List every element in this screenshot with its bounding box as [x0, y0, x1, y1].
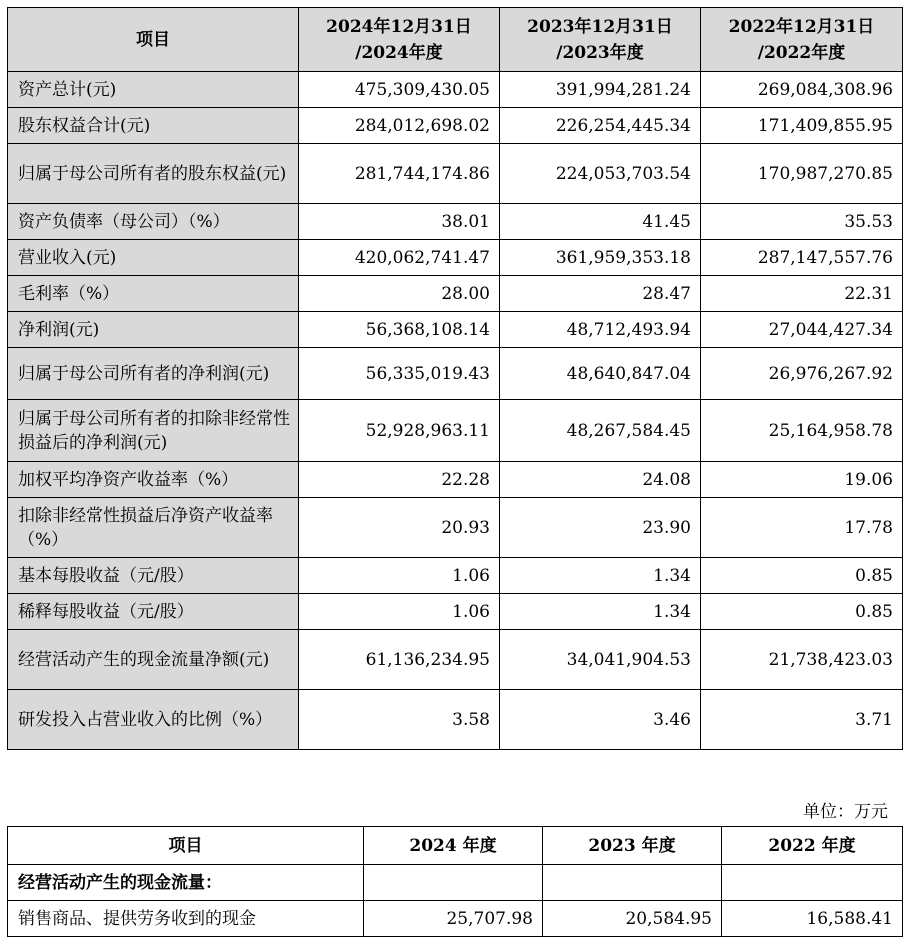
- value-2022: 27,044,427.34: [701, 312, 903, 348]
- value-2023: 23.90: [500, 498, 701, 558]
- row-label: 资产负债率（母公司）（%）: [8, 204, 299, 240]
- unit-label: 单位：万元: [803, 802, 888, 822]
- value-2022: 22.31: [701, 276, 903, 312]
- table-row: [8, 204, 903, 240]
- header-item: 项目: [8, 827, 364, 865]
- table-row: [8, 276, 903, 312]
- value-2024: 56,368,108.14: [299, 312, 500, 348]
- row-label: 基本每股收益（元/股）: [8, 558, 299, 594]
- value-2023: 1.34: [500, 594, 701, 630]
- table-row: [8, 144, 903, 204]
- row-label: 销售商品、提供劳务收到的现金: [8, 901, 364, 937]
- value-2022: 25,164,958.78: [701, 400, 903, 462]
- value-2023: 226,254,445.34: [500, 108, 701, 144]
- cash-flow-table: [7, 826, 903, 937]
- section-row: [8, 865, 903, 901]
- value-2024: 61,136,234.95: [299, 630, 500, 690]
- value-2023: 48,712,493.94: [500, 312, 701, 348]
- row-label: 经营活动产生的现金流量净额(元): [8, 630, 299, 690]
- value-2022: 16,588.41: [722, 901, 903, 937]
- value-2022: 35.53: [701, 204, 903, 240]
- value-2024: 25,707.98: [364, 901, 543, 937]
- row-label: 扣除非经常性损益后净资产收益率（%）: [8, 498, 299, 558]
- value-2022: 19.06: [701, 462, 903, 498]
- header-2022: 2022年12月31日 /2022年度: [701, 8, 903, 72]
- value-2022: 287,147,557.76: [701, 240, 903, 276]
- value-2022: 269,084,308.96: [701, 72, 903, 108]
- row-label: 研发投入占营业收入的比例（%）: [8, 690, 299, 750]
- row-label: 稀释每股收益（元/股）: [8, 594, 299, 630]
- value-2024: 420,062,741.47: [299, 240, 500, 276]
- header-2024: 2024 年度: [364, 827, 543, 865]
- table-row: [8, 690, 903, 750]
- value-2024: 1.06: [299, 558, 500, 594]
- value-2024: 22.28: [299, 462, 500, 498]
- row-label: 加权平均净资产收益率（%）: [8, 462, 299, 498]
- value-2023: 224,053,703.54: [500, 144, 701, 204]
- header-2023: 2023年12月31日 /2023年度: [500, 8, 701, 72]
- table-row: [8, 901, 903, 937]
- value-2024: 281,744,174.86: [299, 144, 500, 204]
- value-2023: 34,041,904.53: [500, 630, 701, 690]
- table-row: [8, 108, 903, 144]
- value-2023: 41.45: [500, 204, 701, 240]
- row-label: 毛利率（%）: [8, 276, 299, 312]
- financial-indicators-table: [7, 7, 903, 750]
- row-label: 归属于母公司所有者的股东权益(元): [8, 144, 299, 204]
- table-row: [8, 72, 903, 108]
- value-2024: 56,335,019.43: [299, 348, 500, 400]
- table-row: [8, 630, 903, 690]
- value-2022: 0.85: [701, 594, 903, 630]
- value-2023: 3.46: [500, 690, 701, 750]
- table-header-row: [8, 827, 903, 865]
- value-2023: 48,640,847.04: [500, 348, 701, 400]
- value-2024: 3.58: [299, 690, 500, 750]
- table-row: [8, 498, 903, 558]
- value-2022: 0.85: [701, 558, 903, 594]
- value-2024: 52,928,963.11: [299, 400, 500, 462]
- table-row: [8, 312, 903, 348]
- value-2024: 38.01: [299, 204, 500, 240]
- header-2023: 2023 年度: [543, 827, 722, 865]
- section-label: 经营活动产生的现金流量：: [8, 865, 364, 901]
- value-2023: 391,994,281.24: [500, 72, 701, 108]
- row-label: 归属于母公司所有者的净利润(元): [8, 348, 299, 400]
- header-2024: 2024年12月31日 /2024年度: [299, 8, 500, 72]
- table-header-row: [8, 8, 903, 72]
- value-2022: 170,987,270.85: [701, 144, 903, 204]
- value-2023: 28.47: [500, 276, 701, 312]
- table-row: [8, 240, 903, 276]
- row-label: 营业收入(元): [8, 240, 299, 276]
- row-label: 净利润(元): [8, 312, 299, 348]
- value-2023: 48,267,584.45: [500, 400, 701, 462]
- table-row: [8, 558, 903, 594]
- value-2022: 17.78: [701, 498, 903, 558]
- value-2024: 1.06: [299, 594, 500, 630]
- value-2024: 28.00: [299, 276, 500, 312]
- header-item: 项目: [8, 8, 299, 72]
- value-2024: 20.93: [299, 498, 500, 558]
- value-2022: 26,976,267.92: [701, 348, 903, 400]
- table-row: [8, 348, 903, 400]
- row-label: 股东权益合计(元): [8, 108, 299, 144]
- value-2024: 475,309,430.05: [299, 72, 500, 108]
- header-2022: 2022 年度: [722, 827, 903, 865]
- table-row: [8, 462, 903, 498]
- value-2022: 21,738,423.03: [701, 630, 903, 690]
- value-2023: 24.08: [500, 462, 701, 498]
- table-row: [8, 400, 903, 462]
- value-2023: 1.34: [500, 558, 701, 594]
- value-2023: 20,584.95: [543, 901, 722, 937]
- row-label: 归属于母公司所有者的扣除非经常性损益后的净利润(元): [8, 400, 299, 462]
- value-2023: 361,959,353.18: [500, 240, 701, 276]
- table-row: [8, 594, 903, 630]
- value-2022: 3.71: [701, 690, 903, 750]
- row-label: 资产总计(元): [8, 72, 299, 108]
- value-2024: 284,012,698.02: [299, 108, 500, 144]
- value-2022: 171,409,855.95: [701, 108, 903, 144]
